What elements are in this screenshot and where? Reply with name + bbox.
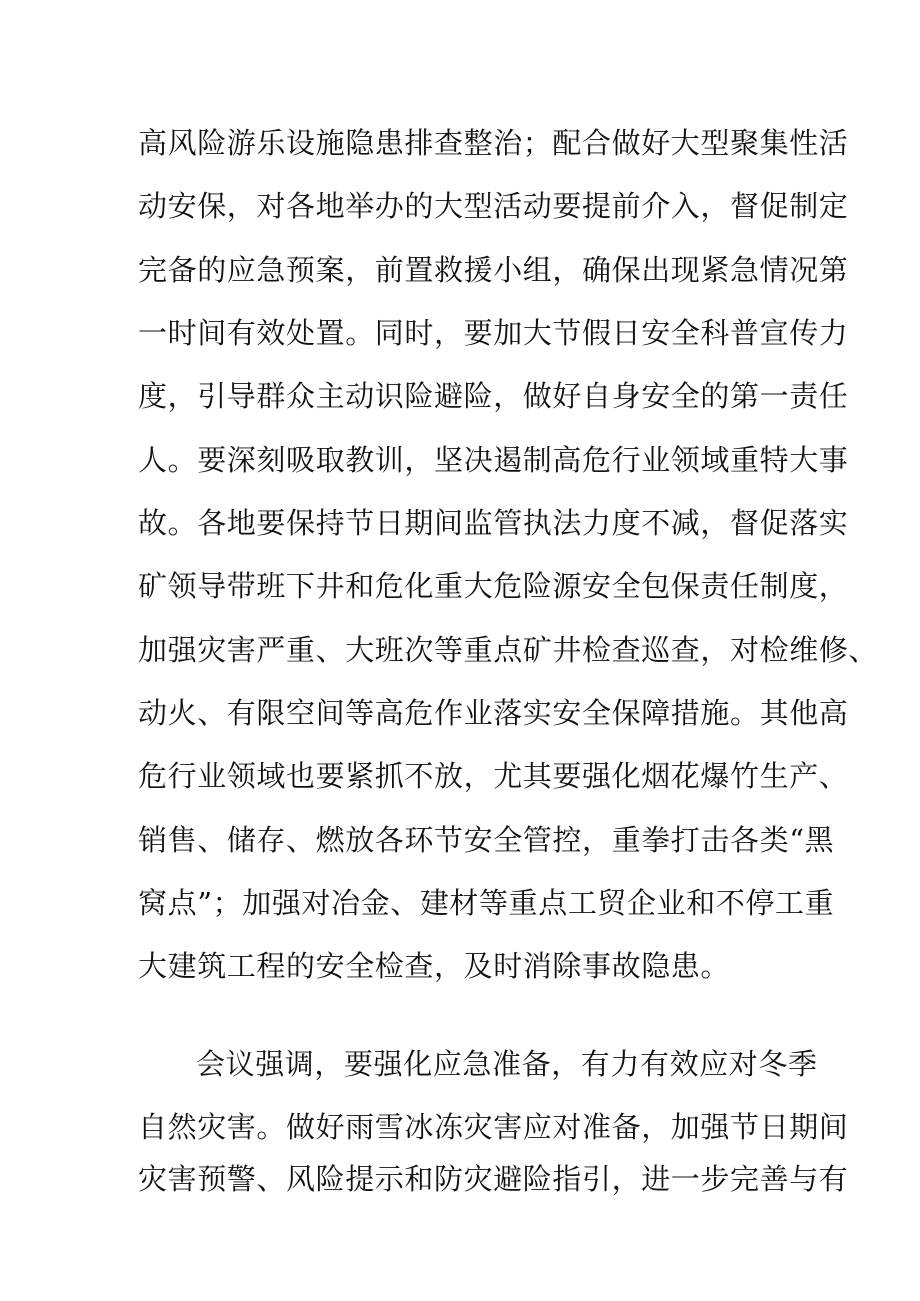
text-line: 人。要深刻吸取教训，坚决遏制高危行业领域重特大事 — [138, 443, 849, 477]
text-line: 灾害预警、风险提示和防灾避险指引，进一步完善与有 — [138, 1162, 849, 1196]
text-line: 会议强调，要强化应急准备，有力有效应对冬季 — [196, 1047, 818, 1081]
text-line: 销售、储存、燃放各环节安全管控，重拳打击各类“黑 — [138, 823, 835, 857]
text-line: 一时间有效处置。同时，要加大节假日安全科普宣传力 — [138, 316, 849, 350]
text-line: 大建筑工程的安全检查，及时消除事故隐患。 — [138, 949, 731, 983]
text-line: 窝点”；加强对冶金、建材等重点工贸企业和不停工重 — [138, 886, 835, 920]
text-line: 动安保，对各地举办的大型活动要提前介入，督促制定 — [138, 189, 849, 223]
text-line: 完备的应急预案，前置救援小组，确保出现紧急情况第 — [138, 253, 849, 287]
text-line: 高风险游乐设施隐患排查整治；配合做好大型聚集性活 — [138, 126, 849, 160]
text-line: 危行业领域也要紧抓不放，尤其要强化烟花爆竹生产、 — [138, 759, 849, 793]
text-line: 度，引导群众主动识险避险，做好自身安全的第一责任 — [138, 379, 849, 413]
text-line: 动火、有限空间等高危作业落实安全保障措施。其他高 — [138, 696, 849, 730]
text-line: 矿领导带班下井和危化重大危险源安全包保责任制度， — [138, 569, 849, 603]
text-line: 加强灾害严重、大班次等重点矿井检查巡查，对检维修、 — [138, 633, 879, 667]
text-line: 故。各地要保持节日期间监管执法力度不减，督促落实 — [138, 506, 849, 540]
text-line: 自然灾害。做好雨雪冰冻灾害应对准备，加强节日期间 — [138, 1110, 849, 1144]
